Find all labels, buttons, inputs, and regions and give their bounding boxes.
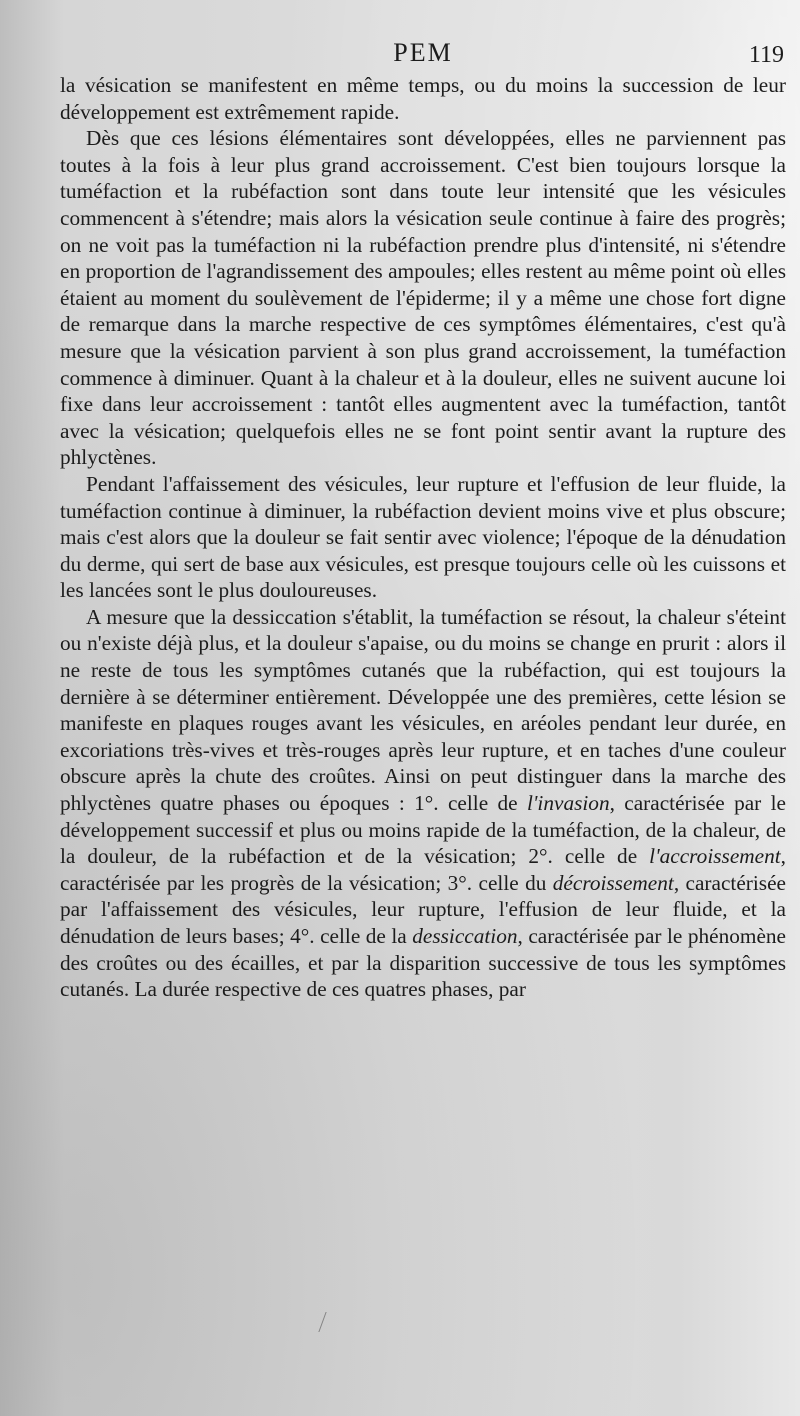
running-head: PEM (393, 38, 453, 67)
text-run: , caractérisée par l'affaissement des vésicules, leur rupture, l'effusion de leur fluide, et la dénudation de leurs bases; 4°. celle de la (60, 870, 786, 948)
text-run: la vésication se manifestent en même temps, ou du moins la succession de leur développement est extrêmement rapide. (60, 73, 786, 124)
paragraph (60, 604, 786, 1003)
text-run: , caractérisée par le phénomène des croûtes ou des écailles, et par la disparition successive de tous les symptômes cutanés. La durée respective de ces quatres phases, par (60, 924, 786, 1002)
italic-term: décroissement (552, 870, 674, 895)
italic-term: l'accroissement (649, 844, 781, 869)
ink-mark (318, 1312, 340, 1332)
italic-term: dessiccation (412, 924, 518, 948)
text-run: Dès que ces lésions élémentaires sont développées, elles ne parviennent pas toutes à la fois à leur plus grand accroissement. C'est bien toujours lorsque la tuméfaction et la rubéfaction sont dans toute leur intensité que les vésicules commencent à s'étendre; mais alors la vésication seule continue à faire des progrès; on ne voit pas la tuméfaction ni la rubéfaction prendre plus d'intensité, ni s'étendre en proportion de l'agrandissement des ampoules; elles restent au même point où elles étaient au moment du soulèvement de l'épiderme; il y a même une chose fort digne de remarque dans la marche respective de ces symptômes élémentaires, c'est qu'à mesure que la vésication parvient à son plus grand accroissement, la tuméfaction commence à diminuer. Quant à la chaleur et à la douleur, elles ne suivent aucune loi fixe dans leur accroissement : tantôt elles augmentent avec la tuméfaction, tantôt avec la vésication; quelquefois elles ne se font point sentir avant la rupture des phlyctènes. (60, 126, 786, 470)
paragraph (60, 125, 786, 471)
text-run: A mesure que la dessiccation s'établit, la tuméfaction se résout, la chaleur s'éteint ou n'existe déjà plus, et la douleur s'apaise, ou du moins se change en prurit : alors il ne reste de tous les symptômes cutanés que la rubéfaction, qui est toujours la dernière à se déterminer entièrement. Développée une des premières, cette lésion se manifeste en plaques rouges avant les vésicules, en aréoles pendant leur durée, en excoriations très-vives et très-rouges après leur rupture, et en taches d'une couleur obscure après la chute des croûtes. Ainsi on peut distinguer dans la marche des phlyctènes quatre phases ou époques : 1°. celle de (60, 604, 786, 816)
text-run: , caractérisée par le développement successif et plus ou moins rapide de la tuméfaction, de la chaleur, de la douleur, de la rubéfaction et de la vésication; 2°. celle de (60, 791, 786, 869)
paragraph (60, 72, 786, 125)
text-run: Pendant l'affaissement des vésicules, leur rupture et l'effusion de leur fluide, la tuméfaction continue à diminuer, la rubéfaction devient moins vive et plus obscure; mais c'est alors que la douleur se fait sentir avec violence; l'époque de la dénudation du derme, qui sert de base aux vésicules, est presque toujours celle où les cuissons et les lancées sont le plus douloureuses. (60, 471, 786, 603)
text-run: , caractérisée par les progrès de la vésication; 3°. celle du (60, 844, 786, 895)
page-number: 119 (748, 42, 784, 68)
body-text (60, 72, 786, 1003)
page-header (60, 38, 786, 72)
paragraph (60, 471, 786, 604)
italic-term: l'invasion (526, 791, 610, 816)
